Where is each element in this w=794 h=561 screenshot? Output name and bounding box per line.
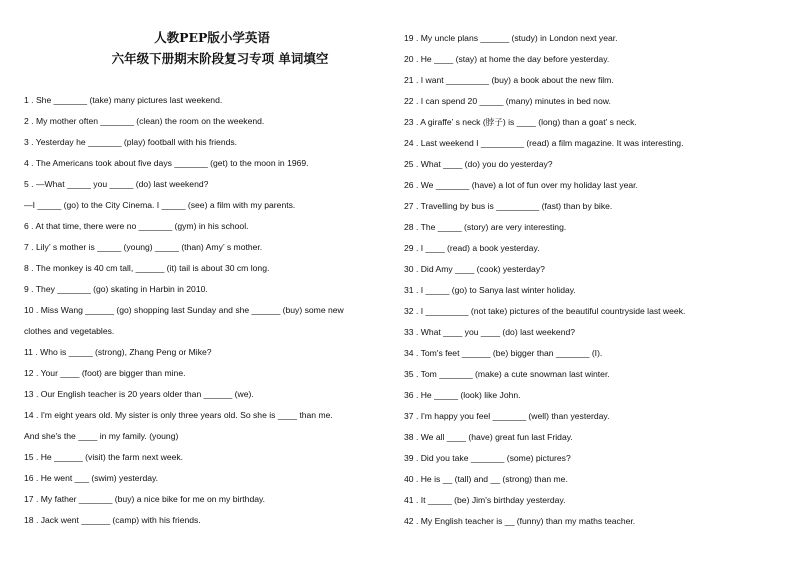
question-line: And she's the ____ in my family. (young) [24,431,179,441]
question-line: 28 . The _____ (story) are very interesting. [404,222,567,232]
question-line: 12 . Your ____ (foot) are bigger than mine. [24,368,186,378]
question-line: 6 . At that time, there were no _______ (gym) in his school. [24,221,249,231]
question-line: —I _____ (go) to the City Cinema. I _____ (see) a film with my parents. [24,200,296,210]
question-line: 31 . I _____ (go) to Sanya last winter holiday. [404,285,576,295]
question-line: 11 . Who is _____ (strong), Zhang Peng or Mike? [24,347,212,357]
question-line: 1 . She _______ (take) many pictures last weekend. [24,95,223,105]
question-line: 5 . —What _____ you _____ (do) last weekend? [24,179,209,189]
question-line: 18 . Jack went ______ (camp) with his friends. [24,515,201,525]
question-line: 30 . Did Amy ____ (cook) yesterday? [404,264,545,274]
question-line: 35 . Tom _______ (make) a cute snowman last winter. [404,369,610,379]
question-line: 23 . A giraffe’ s neck (脖子) is ____ (long) than a goat’ s neck. [404,117,637,127]
question-line: 40 . He is __ (tall) and __ (strong) than me. [404,474,568,484]
question-line: 19 . My uncle plans ______ (study) in London next year. [404,33,618,43]
question-line: 24 . Last weekend I _________ (read) a film magazine. It was interesting. [404,138,684,148]
question-line: 3 . Yesterday he _______ (play) football with his friends. [24,137,238,147]
question-line: 32 . I _________ (not take) pictures of the beautiful countryside last week. [404,306,686,316]
question-line: 2 . My mother often _______ (clean) the room on the weekend. [24,116,265,126]
worksheet-subtitle: 六年级下册期末阶段复习专项 单词填空 [111,51,329,66]
question-line: 17 . My father _______ (buy) a nice bike for me on my birthday. [24,494,266,504]
question-line: 34 . Tom's feet ______ (be) bigger than _______ (I). [404,348,603,358]
question-line: 21 . I want _________ (buy) a book about the new film. [404,75,614,85]
question-line: 38 . We all ____ (have) great fun last Friday. [404,432,573,442]
question-line: 16 . He went ___ (swim) yesterday. [24,473,159,483]
worksheet-title: 人教PEP版小学英语 [154,30,270,45]
question-line: 33 . What ____ you ____ (do) last weekend? [404,327,576,337]
question-line: 7 . Lily’ s mother is _____ (young) _____ (than) Amy’ s mother. [24,242,263,252]
question-line: 29 . I ____ (read) a book yesterday. [404,243,540,253]
question-line: 26 . We _______ (have) a lot of fun over my holiday last year. [404,180,638,190]
question-line: 8 . The monkey is 40 cm tall, ______ (it) tail is about 30 cm long. [24,263,270,273]
question-line: 25 . What ____ (do) you do yesterday? [404,159,553,169]
question-line: 42 . My English teacher is __ (funny) than my maths teacher. [404,516,636,526]
question-line: 10 . Miss Wang ______ (go) shopping last Sunday and she ______ (buy) some new [24,305,344,315]
question-line: 41 . It _____ (be) Jim's birthday yesterday. [404,495,566,505]
question-line: 22 . I can spend 20 _____ (many) minutes in bed now. [404,96,611,106]
question-line: 15 . He ______ (visit) the farm next week. [24,452,184,462]
left-question-column [24,90,380,531]
question-line: 9 . They _______ (go) skating in Harbin in 2010. [24,284,208,294]
question-line: 13 . Our English teacher is 20 years older than ______ (we). [24,389,254,399]
question-line: 14 . I'm eight years old. My sister is only three years old. So she is ____ than me. [24,410,333,420]
question-line: 39 . Did you take _______ (some) pictures? [404,453,571,463]
question-line: 20 . He ____ (stay) at home the day before yesterday. [404,54,610,64]
question-line: 37 . I'm happy you feel _______ (well) than yesterday. [404,411,610,421]
question-line: 4 . The Americans took about five days _______ (get) to the moon in 1969. [24,158,309,168]
question-line: 36 . He _____ (look) like John. [404,390,521,400]
right-question-column [404,28,774,532]
question-line: clothes and vegetables. [24,326,115,336]
question-line: 27 . Travelling by bus is _________ (fast) than by bike. [404,201,613,211]
